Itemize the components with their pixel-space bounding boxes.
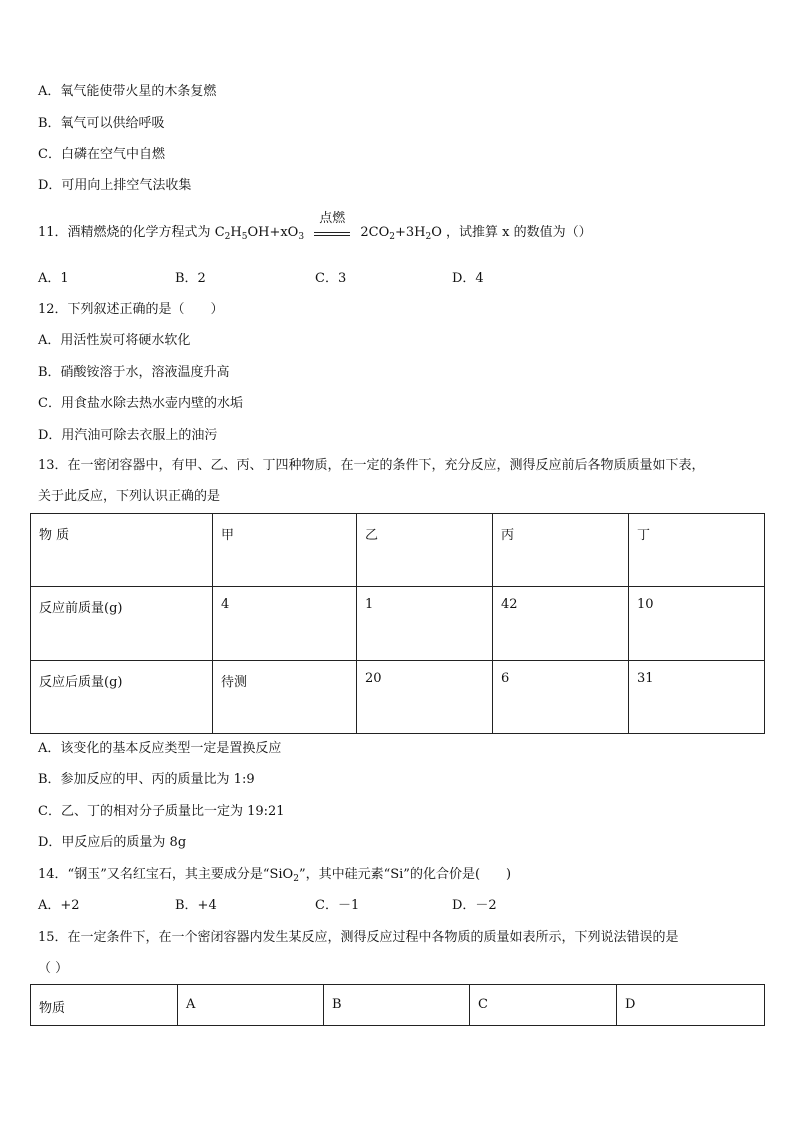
table-cell: 待测 [213,661,357,734]
table-cell: 20 [357,661,493,734]
q14-stem: 14．“钢玉”又名红宝石，其主要成分是“SiO$_2$”，其中硅元素“Si”的化合价是( ) [38,867,512,884]
table-cell: 4 [213,587,357,661]
table-header-cell: C [470,985,617,1026]
q15-stem-line1: 15．在一定条件下，在一个密闭容器内发生某反应，测得反应过程中各物质的质量如表所示，下列说法错误的是 [38,930,679,945]
reaction-arrow [312,211,352,242]
q11-option-a: A．1 [38,271,69,286]
q12-option-b: B．硝酸铵溶于水，溶液温度升高 [38,365,230,380]
q13-stem-line2: 关于此反应，下列认识正确的是 [38,489,221,504]
q12-option-c: C．用食盐水除去热水壶内壁的水垢 [38,396,243,411]
q11-option-b: B．2 [175,271,206,286]
q13-stem-line1: 13．在一密闭容器中，有甲、乙、丙、丁四种物质，在一定的条件下，充分反应，测得反应前后各物质质量如下表， [38,458,705,473]
q10-option-c: C．白磷在空气中自燃 [38,147,165,162]
table-header-cell: 丙 [493,514,629,587]
q13-option-b: B．参加反应的甲、丙的质量比为 1:9 [38,772,255,787]
q14-option-d: D．－2 [452,898,497,913]
table-header-row [31,514,765,587]
q15-data-table [30,984,765,1026]
q11-stem-prefix: 11．酒精燃烧的化学方程式为 [38,225,211,240]
table-cell: 6 [493,661,629,734]
q14-option-a: A．+2 [38,898,80,913]
q10-option-a: A．氧气能使带火星的木条复燃 [38,84,217,99]
q12-stem: 12．下列叙述正确的是（ ） [38,302,224,317]
q13-option-d: D．甲反应后的质量为 8g [38,835,187,850]
q12-option-a: A．用活性炭可将硬水软化 [38,333,191,348]
table-header-cell: 乙 [357,514,493,587]
table-header-cell: D [617,985,765,1026]
table-cell: 10 [629,587,765,661]
table-cell: 反应后质量(g) [31,661,213,734]
table-cell: 1 [357,587,493,661]
table-header-cell: 物 质 [31,514,213,587]
q13-option-a: A．该变化的基本反应类型一定是置换反应 [38,741,282,756]
q11-option-c: C．3 [315,271,347,286]
q15-stem-line2: （ ） [38,961,69,976]
q13-data-table [30,513,765,734]
table-row [31,661,765,734]
table-header-cell: 甲 [213,514,357,587]
table-header-cell: A [178,985,324,1026]
q14-option-b: B．+4 [175,898,217,913]
table-cell: 反应前质量(g) [31,587,213,661]
q11-options [38,270,738,288]
q11-stem [38,211,592,246]
table-cell: 31 [629,661,765,734]
table-header-cell: 丁 [629,514,765,587]
q14-options [38,897,738,915]
q13-option-c: C．乙、丁的相对分子质量比一定为 19:21 [38,804,285,819]
reaction-condition: 点燃 [319,211,346,226]
q11-stem-suffix: ，试推算 x 的数值为（） [446,225,592,240]
table-header-cell: 物质 [31,985,178,1026]
q12-option-d: D．用汽油可除去衣服上的油污 [38,428,218,443]
table-header-row [31,985,765,1026]
table-row [31,587,765,661]
q11-option-d: D．4 [452,271,484,286]
q10-option-d: D．可用向上排空气法收集 [38,178,192,193]
table-cell: 42 [493,587,629,661]
chemical-equation: $C_2H_5OH+xO_3$ 点燃 $2CO_2+3H_2O$ [214,211,442,242]
table-header-cell: B [324,985,470,1026]
q10-option-b: B．氧气可以供给呼吸 [38,116,165,131]
q14-option-c: C．－1 [315,898,360,913]
